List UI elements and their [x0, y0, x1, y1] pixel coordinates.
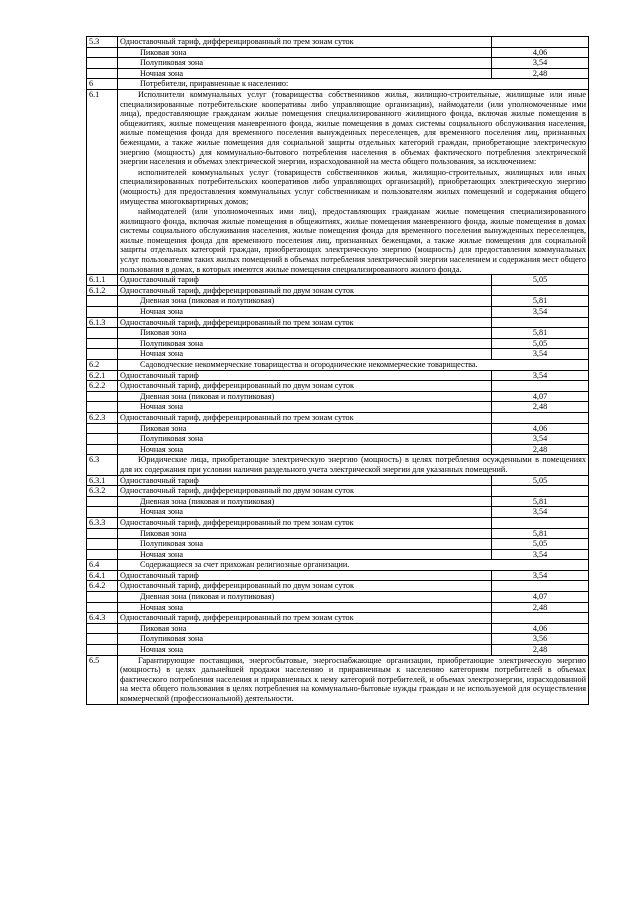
- table-row: [87, 370, 589, 381]
- row-number: 6.2: [87, 360, 118, 371]
- table-row: [87, 507, 589, 518]
- row-description: Одноставочный тариф: [118, 570, 492, 581]
- table-row: [87, 338, 589, 349]
- row-number: 6.3.1: [87, 475, 118, 486]
- row-number: 6.3.3: [87, 517, 118, 528]
- row-number: [87, 434, 118, 445]
- table-row: [87, 68, 589, 79]
- table-row: [87, 475, 589, 486]
- tariff-value: 3,54: [492, 307, 589, 318]
- row-number: [87, 444, 118, 455]
- tariff-value: 4,06: [492, 623, 589, 634]
- table-row: [87, 349, 589, 360]
- row-description: Дневная зона (пиковая и полупиковая): [118, 496, 492, 507]
- row-description: Дневная зона (пиковая и полупиковая): [118, 296, 492, 307]
- row-description: Ночная зона: [118, 68, 492, 79]
- row-number: 6.4.1: [87, 570, 118, 581]
- tariff-value: 2,48: [492, 68, 589, 79]
- tariff-value: 4,06: [492, 423, 589, 434]
- table-row: [87, 570, 589, 581]
- row-number: 6.1.2: [87, 285, 118, 296]
- row-description: Полупиковая зона: [118, 434, 492, 445]
- row-number: 5.3: [87, 37, 118, 48]
- row-number: 6.1: [87, 89, 118, 274]
- row-number: [87, 402, 118, 413]
- table-row: [87, 592, 589, 603]
- row-description: Пиковая зона: [118, 47, 492, 58]
- table-row: [87, 528, 589, 539]
- tariff-value: 5,81: [492, 328, 589, 339]
- row-number: 6.4.2: [87, 581, 118, 592]
- table-row: [87, 517, 589, 528]
- table-row: [87, 37, 589, 48]
- row-description: Одноставочный тариф, дифференцированный по двум зонам суток: [118, 381, 492, 392]
- row-description: Пиковая зона: [118, 528, 492, 539]
- row-description: Одноставочный тариф, дифференцированный по трем зонам суток: [118, 517, 492, 528]
- tariff-value: 3,54: [492, 58, 589, 69]
- table-row: [87, 581, 589, 592]
- table-row: [87, 58, 589, 69]
- tariff-value: [492, 285, 589, 296]
- table-row: [87, 602, 589, 613]
- row-description: Ночная зона: [118, 307, 492, 318]
- row-number: 6.4.3: [87, 613, 118, 624]
- table-row: [87, 623, 589, 634]
- row-number: 6.3.2: [87, 486, 118, 497]
- row-number: [87, 528, 118, 539]
- row-description: Ночная зона: [118, 402, 492, 413]
- row-number: [87, 592, 118, 603]
- row-description: Одноставочный тариф, дифференцированный по трем зонам суток: [118, 613, 492, 624]
- row-description: Ночная зона: [118, 349, 492, 360]
- tariff-value: [492, 486, 589, 497]
- tariff-value: 3,54: [492, 507, 589, 518]
- row-description: Пиковая зона: [118, 623, 492, 634]
- row-number: 6.1.1: [87, 275, 118, 286]
- tariff-value: [492, 517, 589, 528]
- row-number: [87, 328, 118, 339]
- row-number: 6.2.3: [87, 412, 118, 423]
- row-description: Одноставочный тариф: [118, 370, 492, 381]
- table-row: [87, 655, 589, 704]
- row-description: Ночная зона: [118, 444, 492, 455]
- row-number: [87, 602, 118, 613]
- description-paragraph: исполнителей коммунальных услуг (товариществ собственников жилья, жилищно-строительных, жилищных или иных специализированных потребительских кооперативов либо управляющих организаций), приобретающих электрическую энергию (мощность) для предоставления коммунальных услуг собственникам и пользователям жилых помещений и содержания общего имущества многоквартирных домов;: [120, 167, 586, 206]
- row-description: Одноставочный тариф, дифференцированный по двум зонам суток: [118, 285, 492, 296]
- tariff-value: 5,05: [492, 275, 589, 286]
- row-number: [87, 645, 118, 656]
- tariff-value: 3,54: [492, 349, 589, 360]
- tariff-value: 2,48: [492, 602, 589, 613]
- row-description: Пиковая зона: [118, 423, 492, 434]
- row-number: [87, 296, 118, 307]
- row-description: Одноставочный тариф, дифференцированный по двум зонам суток: [118, 486, 492, 497]
- row-description: Полупиковая зона: [118, 634, 492, 645]
- description-paragraph: Исполнители коммунальных услуг (товарищества собственников жилья, жилищно-строительные, жилищные или иные специализированные потребительские кооперативы либо управляющие организации), наймодатели (или уполномоченные ими лица), предоставляющие гражданам жилые помещения специализированного жилищного фонда, включая жилые помещения в общежитиях, жилые помещения маневренного фонда, жилые помещения в домах системы социального обслуживания населения, жилые помещения фонда для временного поселения вынужденных переселенцев, для временного поселения лиц, признанных беженцами, а также жилые помещения для социальной защиты отдельных категорий граждан, приобретающие электрическую энергию (мощность) для коммунально-бытового потребления населения в объемах фактического потребления электрической энергии населения и объемах электрической энергии, израсходованной на места общего пользования, за исключением:: [120, 89, 586, 167]
- tariff-value: 3,54: [492, 434, 589, 445]
- table-row: [87, 307, 589, 318]
- tariff-value: 5,05: [492, 539, 589, 550]
- table-row: [87, 275, 589, 286]
- row-description: [118, 655, 589, 704]
- table-row: [87, 645, 589, 656]
- tariff-value: [492, 613, 589, 624]
- row-description: Одноставочный тариф, дифференцированный по трем зонам суток: [118, 317, 492, 328]
- table-row: [87, 285, 589, 296]
- row-description: Ночная зона: [118, 602, 492, 613]
- row-number: 6.2.1: [87, 370, 118, 381]
- tariff-value: 3,54: [492, 549, 589, 560]
- row-description: Одноставочный тариф, дифференцированный по двум зонам суток: [118, 581, 492, 592]
- table-row: [87, 412, 589, 423]
- row-description: [118, 455, 589, 475]
- table-row: [87, 496, 589, 507]
- description-paragraph: наймодателей (или уполномоченных ими лиц), предоставляющих гражданам жилые помещения специализированного жилищного фонда, включая жилые помещения в общежитиях, жилые помещения маневренного фонда, жилые помещения в домах системы социального обслуживания населения, жилые помещения фонда для временного поселения вынужденных переселенцев, жилые помещения фонда для временного поселения лиц, признанных беженцами, а также жилые помещения для социальной защиты отдельных категорий граждан, приобретающих электрическую энергию (мощность) для предоставления коммунальных услуг пользователям таких жилых помещений в объемах потребления электрической энергии населением и содержания мест общего пользования в домах, в которых имеются жилые помещения специализированного жилого фонда.: [120, 207, 586, 274]
- row-number: 6.1.3: [87, 317, 118, 328]
- section-heading: Садоводческие некоммерческие товарищества и огороднические некоммерческие товарищества.: [118, 360, 589, 371]
- table-row: [87, 89, 589, 274]
- tariff-value: 2,48: [492, 402, 589, 413]
- tariff-value: 4,07: [492, 391, 589, 402]
- table-row: [87, 455, 589, 475]
- tariff-value: 3,54: [492, 370, 589, 381]
- tariff-value: 2,48: [492, 444, 589, 455]
- table-row: [87, 634, 589, 645]
- table-row: [87, 391, 589, 402]
- row-description: Ночная зона: [118, 645, 492, 656]
- table-row: [87, 539, 589, 550]
- row-number: [87, 507, 118, 518]
- table-row: [87, 613, 589, 624]
- row-description: Полупиковая зона: [118, 58, 492, 69]
- tariff-value: 4,06: [492, 47, 589, 58]
- tariff-value: [492, 317, 589, 328]
- row-description: Полупиковая зона: [118, 539, 492, 550]
- row-description: Одноставочный тариф: [118, 275, 492, 286]
- row-number: [87, 58, 118, 69]
- row-description: Пиковая зона: [118, 328, 492, 339]
- row-number: [87, 549, 118, 560]
- row-number: [87, 68, 118, 79]
- row-number: [87, 634, 118, 645]
- table-row: [87, 444, 589, 455]
- table-row: [87, 296, 589, 307]
- tariff-value: [492, 412, 589, 423]
- table-row: [87, 79, 589, 90]
- row-number: [87, 338, 118, 349]
- tariff-value: 3,56: [492, 634, 589, 645]
- row-description: Одноставочный тариф, дифференцированный по трем зонам суток: [118, 412, 492, 423]
- row-number: 6.5: [87, 655, 118, 704]
- table-row: [87, 486, 589, 497]
- tariff-value: 5,81: [492, 296, 589, 307]
- row-number: [87, 307, 118, 318]
- description-paragraph: Гарантирующие поставщики, энергосбытовые, энергоснабжающие организации, приобретающие электрическую энергию (мощность) в целях дальнейшей продажи населению и приравненным к населению категориям потребителей в объемах фактического потребления населения и приравненных к нему категорий потребителей, и объемах электроэнергии, израсходованной на места общего пользования в целях потребления на коммунально-бытовые нужды граждан и не используемой для осуществления коммерческой (профессиональной) деятельности.: [120, 655, 586, 703]
- row-description: Одноставочный тариф, дифференцированный по трем зонам суток: [118, 37, 492, 48]
- section-heading: Содержащиеся за счет прихожан религиозные организации.: [118, 560, 589, 571]
- table-row: [87, 434, 589, 445]
- row-description: Ночная зона: [118, 507, 492, 518]
- tariff-value: 4,07: [492, 592, 589, 603]
- row-number: 6.4: [87, 560, 118, 571]
- row-number: [87, 496, 118, 507]
- row-description: Ночная зона: [118, 549, 492, 560]
- tariff-value: 5,81: [492, 496, 589, 507]
- row-number: [87, 47, 118, 58]
- row-description: Дневная зона (пиковая и полупиковая): [118, 592, 492, 603]
- table-row: [87, 360, 589, 371]
- row-number: [87, 539, 118, 550]
- tariff-value: 2,48: [492, 645, 589, 656]
- tariff-value: [492, 381, 589, 392]
- table-row: [87, 328, 589, 339]
- row-number: [87, 391, 118, 402]
- row-number: [87, 349, 118, 360]
- row-description: Полупиковая зона: [118, 338, 492, 349]
- row-description: Дневная зона (пиковая и полупиковая): [118, 391, 492, 402]
- row-number: 6.2.2: [87, 381, 118, 392]
- table-row: [87, 47, 589, 58]
- table-row: [87, 549, 589, 560]
- tariff-value: 5,81: [492, 528, 589, 539]
- row-number: [87, 423, 118, 434]
- row-description: [118, 89, 589, 274]
- table-row: [87, 402, 589, 413]
- tariff-value: 3,54: [492, 570, 589, 581]
- section-heading: Потребители, приравненные к населению:: [118, 79, 589, 90]
- row-number: [87, 623, 118, 634]
- description-paragraph: Юридические лица, приобретающие электрическую энергию (мощность) в целях потребления осужденными в помещениях для их содержания при условии наличия раздельного учета электрической энергии для указанных помещений.: [120, 455, 586, 474]
- tariff-value: [492, 581, 589, 592]
- table-row: [87, 423, 589, 434]
- table-row: [87, 381, 589, 392]
- row-number: 6.3: [87, 455, 118, 475]
- tariff-value: 5,05: [492, 338, 589, 349]
- row-description: Одноставочный тариф: [118, 475, 492, 486]
- tariff-value: 5,05: [492, 475, 589, 486]
- table-row: [87, 560, 589, 571]
- tariff-value: [492, 37, 589, 48]
- document-page: [86, 36, 588, 705]
- tariff-table: [86, 36, 589, 705]
- row-number: 6: [87, 79, 118, 90]
- table-row: [87, 317, 589, 328]
